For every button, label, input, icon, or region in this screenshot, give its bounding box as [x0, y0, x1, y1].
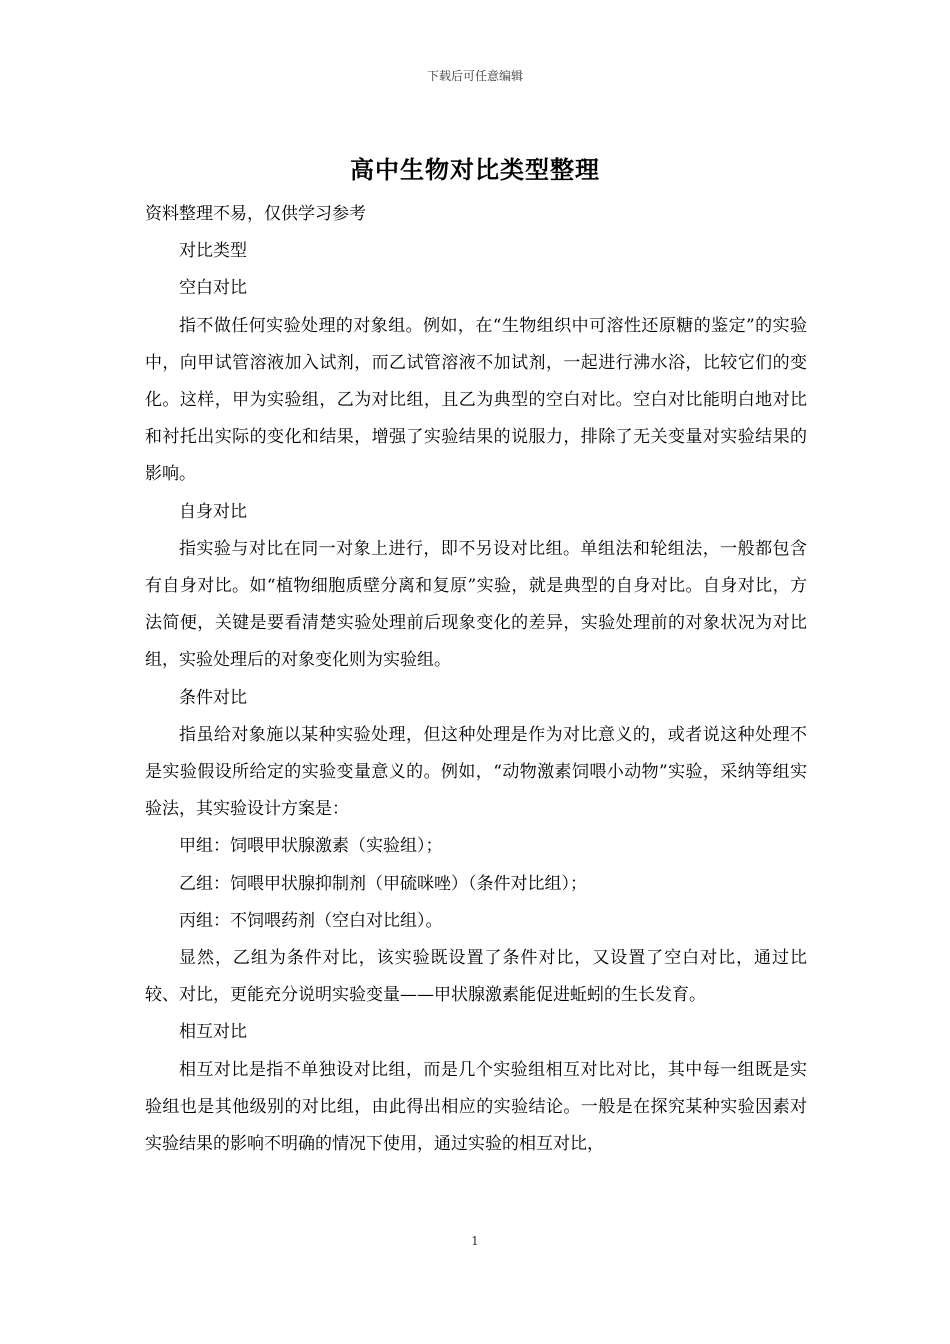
paragraph-mutual-contrast: 相互对比是指不单独设对比组，而是几个实验组相互对比对比，其中每一组既是实验组也是其他级别的对比组，由此得出相应的实验结论。一般是在探究某种实验因素对实验结果的影响不明确的情况下使用，通过实验的相互对比，	[145, 1059, 807, 1155]
section-heading-condition-contrast: 条件对比	[179, 687, 247, 708]
document-body	[145, 196, 807, 1163]
list-item-group-a: 甲组：饲喂甲状腺激素（实验组）；	[179, 836, 443, 857]
section-heading-blank-contrast: 空白对比	[179, 278, 247, 299]
list-item-group-b: 乙组：饲喂甲状腺抑制剂（甲硫咪唑）（条件对比组）；	[179, 873, 587, 894]
intro-text: 资料整理不易，仅供学习参考	[145, 204, 366, 224]
section-heading-contrast-types: 对比类型	[179, 241, 247, 262]
document-title: 高中生物对比类型整理	[350, 155, 600, 184]
paragraph-condition-contrast: 指虽给对象施以某种实验处理，但这种处理是作为对比意义的，或者说这种处理不是实验假设所给定的实验变量意义的。例如，“动物激素饲喂小动物”实验，采纳等组实验法，其实验设计方案是：	[145, 724, 807, 820]
page-number: 1	[471, 1234, 479, 1248]
section-heading-mutual-contrast: 相互对比	[179, 1022, 247, 1043]
paragraph-blank-contrast: 指不做任何实验处理的对象组。例如，在“生物组织中可溶性还原糖的鉴定”的实验中，向甲试管溶液加入试剂，而乙试管溶液不加试剂，一起进行沸水浴，比较它们的变化。这样，甲为实验组，乙为对比组，且乙为典型的空白对比。空白对比能明白地对比和衬托出实际的变化和结果，增强了实验结果的说服力，排除了无关变量对实验结果的影响。	[145, 315, 807, 485]
list-item-group-c: 丙组：不饲喂药剂（空白对比组）。	[179, 910, 443, 931]
paragraph-condition-conclusion: 显然，乙组为条件对比，该实验既设置了条件对比，又设置了空白对比，通过比较、对比，更能充分说明实验变量——甲状腺激素能促进蚯蚓的生长发育。	[145, 948, 807, 1006]
header-note: 下载后可任意编辑	[426, 69, 523, 83]
section-heading-self-contrast: 自身对比	[179, 501, 247, 522]
paragraph-self-contrast: 指实验与对比在同一对象上进行，即不另设对比组。单组法和轮组法，一般都包含有自身对比。如“植物细胞质壁分离和复原”实验，就是典型的自身对比。自身对比，方法简便，关键是要看清楚实验处理前后现象变化的差异，实验处理前的对象状况为对比组，实验处理后的对象变化则为实验组。	[145, 538, 807, 671]
